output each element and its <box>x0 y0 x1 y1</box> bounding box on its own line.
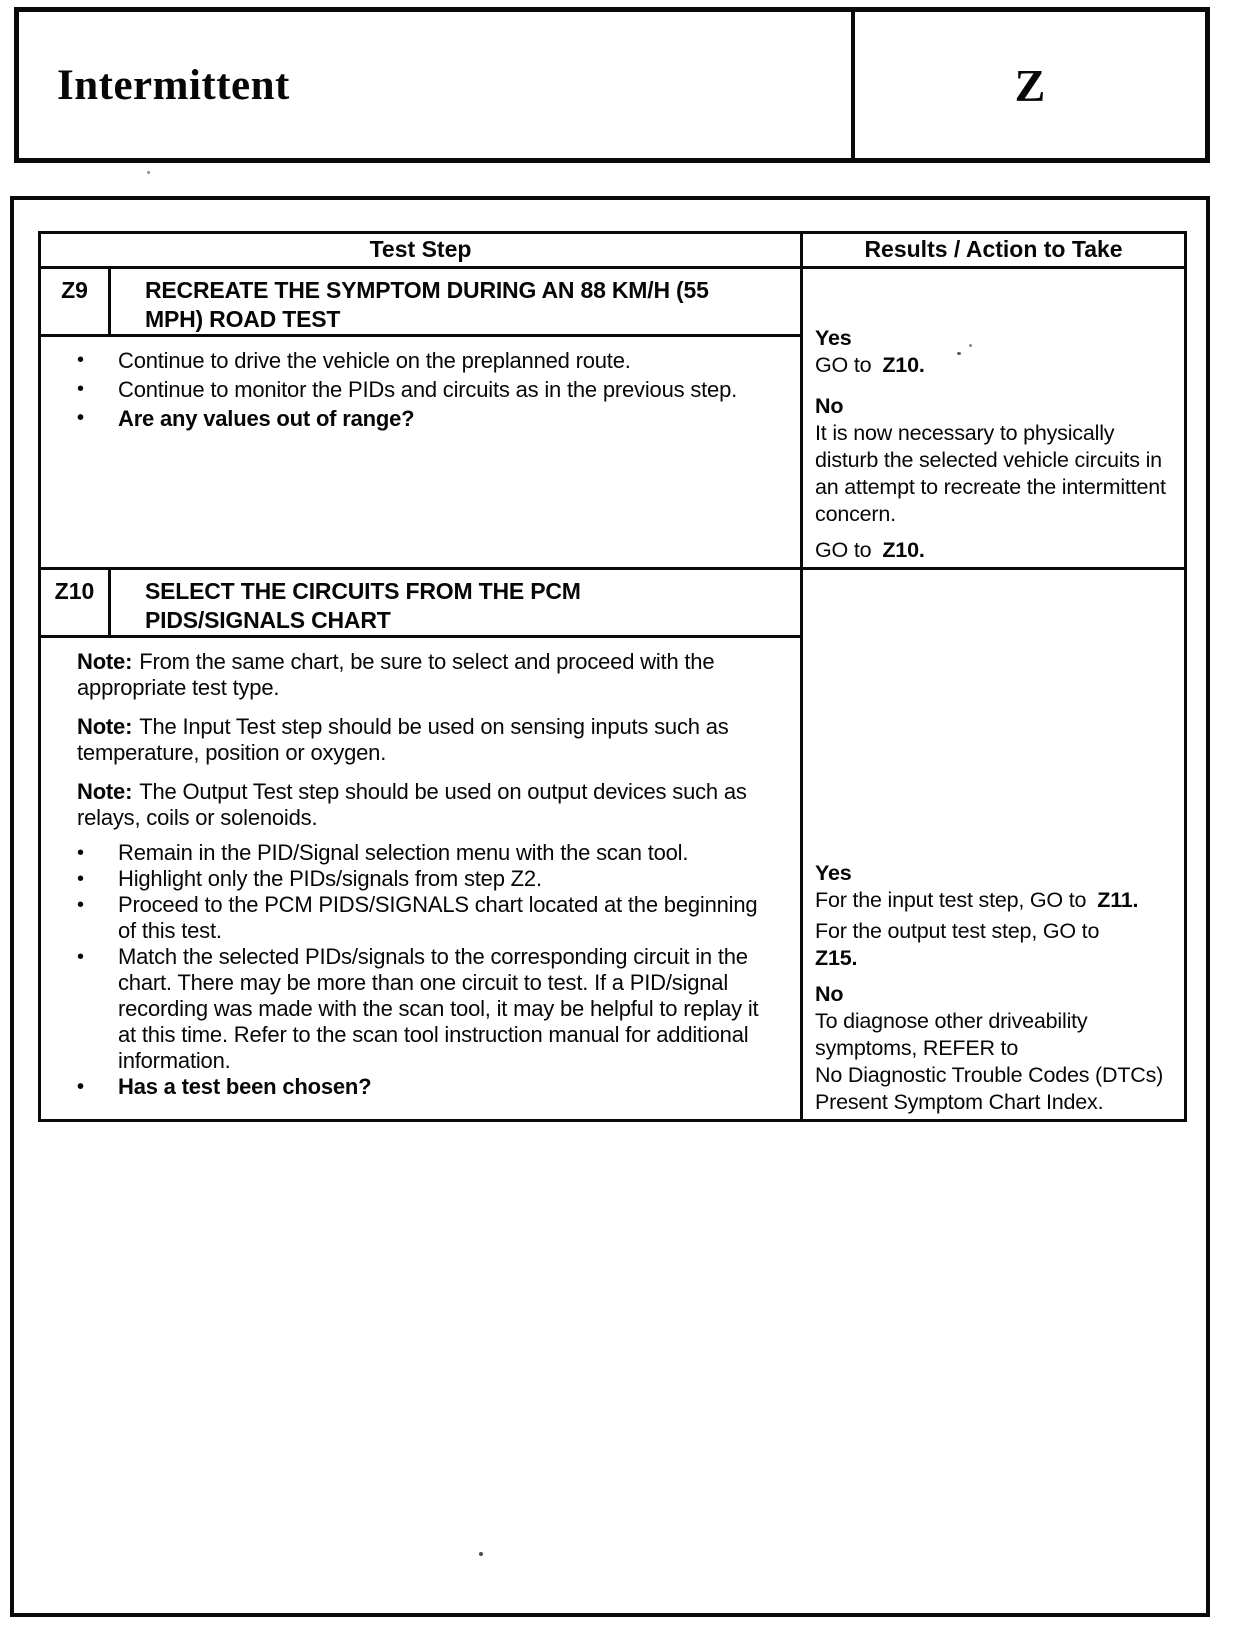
go-to-text: For the input test step, GO to <box>815 888 1087 912</box>
no-label: No <box>815 394 844 418</box>
step-body-z10 <box>40 637 802 1121</box>
step-reference-z10: Z10. <box>882 353 925 377</box>
bullet-icon: • <box>77 868 84 890</box>
note-label: Note: <box>77 779 133 804</box>
go-to-text: GO to <box>815 353 872 377</box>
go-to-reference <box>815 537 1178 564</box>
chart-index-reference: No Diagnostic Trouble Codes (DTCs) Present Symptom Chart Index. <box>815 1063 1164 1114</box>
step-reference-z10: Z10. <box>882 538 925 562</box>
column-header-results: Results / Action to Take <box>802 233 1186 268</box>
go-to-text: For the output test step, GO to <box>815 919 1100 943</box>
bullet-icon: • <box>77 378 84 400</box>
go-to-reference <box>815 352 1178 379</box>
note: Note: From the same chart, be sure to select and proceed with the appropriate test type. <box>77 649 715 700</box>
bullet-icon: • <box>77 842 84 864</box>
scan-speckle <box>957 352 961 355</box>
no-instruction: It is now necessary to physically disturb the selected vehicle circuits in an attempt to recreate the intermittent concern. <box>815 421 1166 526</box>
step-z10-title-row <box>40 569 1186 637</box>
go-to-reference <box>815 918 1178 972</box>
bullet-icon: • <box>77 946 84 968</box>
page-header-box <box>14 7 1210 163</box>
section-code-cell <box>851 12 1205 158</box>
step-z9-title-row <box>40 268 1186 336</box>
results-cell-z10 <box>802 569 1186 1121</box>
bullet-item: • Match the selected PIDs/signals to the corresponding circuit in the chart. There may be more than one circuit to test. If a PID/signal recording was made with the scan tool, it may be helpful to replay it at this time. Refer to the scan tool instruction manual for additional information. <box>77 944 759 1073</box>
bullet-icon: • <box>77 407 84 429</box>
page-title: Intermittent <box>57 61 290 109</box>
step-title-z9: RECREATE THE SYMPTOM DURING AN 88 KM/H (55 MPH) ROAD TEST <box>110 268 802 336</box>
table-header-row <box>40 233 1186 268</box>
no-label: No <box>815 982 844 1006</box>
scan-speckle <box>147 171 150 174</box>
bullet-item: • Remain in the PID/Signal selection menu with the scan tool. <box>77 840 689 865</box>
go-to-text: GO to <box>815 538 872 562</box>
refer-to-text: To diagnose other driveability symptoms, REFER to <box>815 1009 1088 1060</box>
step-reference-z11: Z11. <box>1097 888 1139 912</box>
bullet-item: • Proceed to the PCM PIDS/SIGNALS chart located at the beginning of this test. <box>77 892 758 943</box>
note: Note: The Input Test step should be used on sensing inputs such as temperature, position or oxygen. <box>77 714 729 765</box>
go-to-reference <box>815 887 1178 914</box>
yes-label: Yes <box>815 861 852 885</box>
note-label: Note: <box>77 649 133 674</box>
scan-speckle <box>479 1552 483 1556</box>
step-id-z10: Z10 <box>40 569 110 637</box>
yes-label: Yes <box>815 326 852 350</box>
bullet-item: • Continue to monitor the PIDs and circuits as in the previous step. <box>77 377 738 402</box>
step-body-z9 <box>40 336 802 569</box>
note: Note: The Output Test step should be used on output devices such as relays, coils or solenoids. <box>77 779 747 830</box>
step-title-z10: SELECT THE CIRCUITS FROM THE PCM PIDS/SIGNALS CHART <box>110 569 802 637</box>
bullet-item-question: • Has a test been chosen? <box>77 1074 372 1099</box>
no-instruction <box>815 1008 1178 1116</box>
bullet-icon: • <box>77 349 84 371</box>
content-box <box>10 196 1210 1617</box>
diagnostic-table <box>38 231 1187 1122</box>
scan-speckle <box>969 344 972 347</box>
bullet-icon: • <box>77 1076 84 1098</box>
section-code: Z <box>1014 59 1046 111</box>
page-title-cell <box>19 12 851 158</box>
column-header-test-step: Test Step <box>40 233 802 268</box>
step-id-z9: Z9 <box>40 268 110 336</box>
results-cell-z9 <box>802 268 1186 569</box>
bullet-icon: • <box>77 894 84 916</box>
bullet-item: • Highlight only the PIDs/signals from step Z2. <box>77 866 542 891</box>
step-reference-z15: Z15. <box>815 946 858 970</box>
bullet-item: • Continue to drive the vehicle on the preplanned route. <box>77 348 631 373</box>
bullet-item-question: • Are any values out of range? <box>77 406 415 431</box>
note-label: Note: <box>77 714 133 739</box>
